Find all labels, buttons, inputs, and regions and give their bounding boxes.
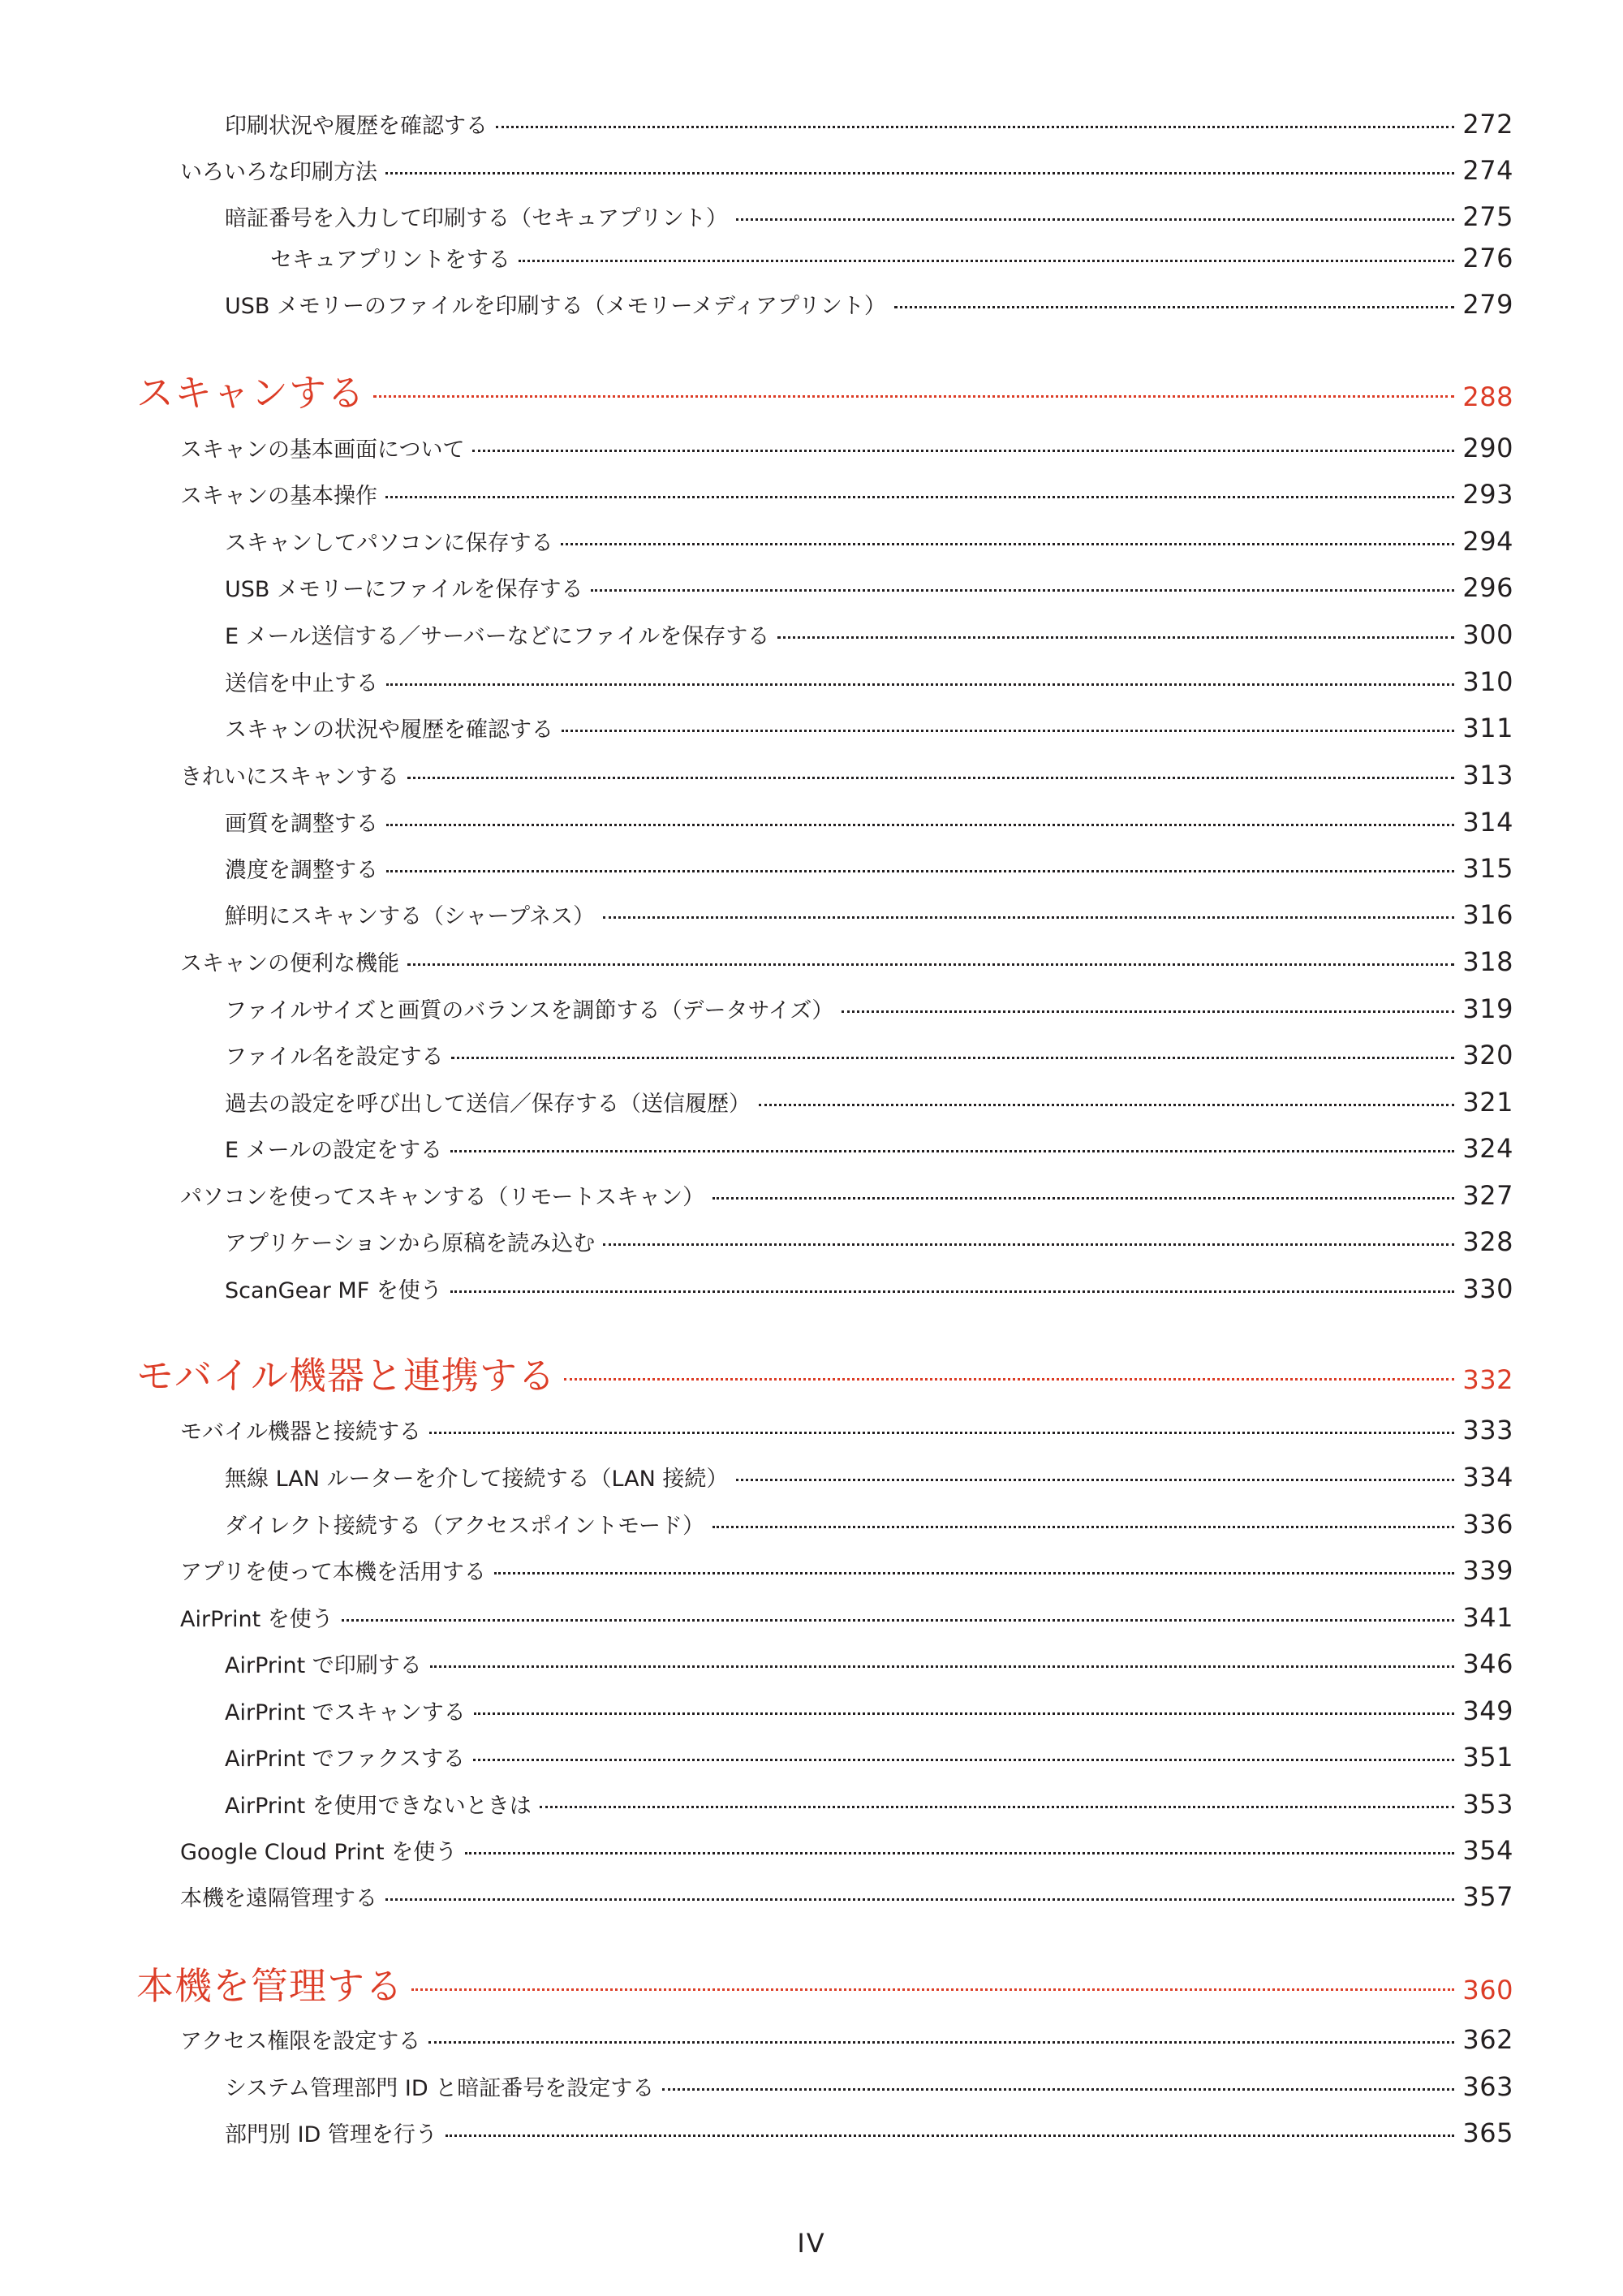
toc-page-number: 293 — [1462, 479, 1513, 510]
dot-leader — [386, 683, 1454, 686]
toc-entry-title: 本機を遠隔管理する — [180, 1886, 377, 1911]
dot-leader — [407, 963, 1454, 966]
toc-page-number: 330 — [1462, 1273, 1513, 1304]
toc-entry-title: スキャンの状況や履歴を確認する — [225, 717, 553, 743]
toc-entry-title: 過去の設定を呼び出して送信／保存する（送信履歴） — [225, 1092, 751, 1117]
toc-page-number: 315 — [1462, 853, 1513, 884]
toc-entry-title: AirPrint でスキャンする — [225, 1700, 466, 1725]
toc-entry-title: ファイル名を設定する — [225, 1045, 444, 1070]
toc-entry[interactable] — [225, 1226, 1513, 1266]
toc-page-number: 354 — [1462, 1835, 1513, 1866]
toc-page-number: 294 — [1462, 526, 1513, 557]
toc-page-number: 339 — [1462, 1555, 1513, 1586]
dot-leader — [603, 916, 1454, 919]
dot-leader — [386, 824, 1454, 826]
toc-page-number: 351 — [1462, 1742, 1513, 1773]
toc-page-number: 324 — [1462, 1133, 1513, 1164]
dot-leader — [603, 1243, 1454, 1246]
toc-entry-title: 本機を管理する — [136, 1964, 403, 2008]
dot-leader — [450, 1150, 1454, 1152]
dot-leader — [385, 172, 1454, 174]
toc-page-number: 310 — [1462, 666, 1513, 697]
toc-entry-title: 送信を中止する — [225, 671, 378, 696]
toc-entry-title: 印刷状況や履歴を確認する — [225, 114, 488, 139]
toc-page-number: 346 — [1462, 1648, 1513, 1679]
dot-leader — [564, 1378, 1454, 1381]
toc-page-number: 353 — [1462, 1789, 1513, 1820]
toc-entry-title: USB メモリーにファイルを保存する — [225, 577, 583, 602]
toc-page-number: 316 — [1462, 899, 1513, 930]
toc-chapter-entry[interactable] — [136, 1346, 1513, 1398]
toc-page-number: 274 — [1462, 155, 1513, 186]
toc-entry[interactable] — [225, 712, 1513, 752]
toc-entry-title: スキャンの基本画面について — [180, 437, 465, 463]
toc-entry-title: 画質を調整する — [225, 812, 378, 837]
dot-leader — [411, 1988, 1454, 1991]
toc-entry-title: いろいろな印刷方法 — [180, 160, 377, 185]
toc-entry[interactable] — [225, 806, 1513, 846]
toc-entry[interactable] — [225, 1788, 1513, 1829]
toc-entry-title: セキュアプリントをする — [270, 248, 510, 273]
toc-entry-title: USB メモリーのファイルを印刷する（メモリーメディアプリント） — [225, 294, 886, 319]
dot-leader — [342, 1619, 1455, 1622]
toc-entry-title: AirPrint で印刷する — [225, 1653, 422, 1678]
toc-entry[interactable] — [225, 1132, 1513, 1173]
dot-leader — [451, 1057, 1454, 1059]
toc-entry[interactable] — [225, 571, 1513, 612]
toc-page-number: 290 — [1462, 433, 1513, 463]
dot-leader — [662, 2088, 1454, 2091]
toc-entry-title: AirPrint でファクスする — [225, 1747, 465, 1772]
dot-leader — [562, 730, 1454, 732]
toc-entry-title: アプリを使って本機を活用する — [180, 1560, 486, 1585]
toc-page-number: 360 — [1462, 1975, 1513, 2005]
dot-leader — [842, 1010, 1454, 1013]
toc-entry-title: E メール送信する／サーバーなどにファイルを保存する — [225, 624, 770, 649]
toc-entry-title: AirPrint を使用できないときは — [225, 1794, 532, 1819]
dot-leader — [561, 543, 1454, 545]
dot-leader — [446, 2134, 1455, 2137]
dot-leader — [736, 218, 1455, 221]
toc-entry-title: アプリケーションから原稿を読み込む — [225, 1231, 596, 1256]
toc-page-number: 320 — [1462, 1040, 1513, 1070]
dot-leader — [430, 1665, 1455, 1668]
toc-entry[interactable] — [225, 2117, 1513, 2157]
toc-entry-title: モバイル機器と連携する — [136, 1354, 556, 1398]
toc-entry[interactable] — [225, 898, 1513, 939]
toc-entry[interactable] — [180, 1834, 1513, 1875]
dot-leader — [712, 1197, 1454, 1200]
dot-leader — [591, 589, 1454, 592]
toc-page-number: 321 — [1462, 1087, 1513, 1118]
toc-entry-title: ダイレクト接続する（アクセスポイントモード） — [225, 1514, 705, 1539]
toc-page-number: 288 — [1462, 381, 1513, 412]
dot-leader — [450, 1290, 1455, 1293]
dot-leader — [540, 1806, 1455, 1808]
toc-entry-title: Google Cloud Print を使う — [180, 1840, 458, 1865]
toc-entry-title: モバイル機器と接続する — [180, 1419, 421, 1445]
dot-leader — [407, 777, 1454, 779]
toc-entry-title: 鮮明にスキャンする（シャープネス） — [225, 904, 596, 929]
dot-leader — [429, 1432, 1454, 1434]
toc-page-number: 311 — [1462, 713, 1513, 743]
dot-leader — [519, 260, 1455, 262]
toc-entry-title: パソコンを使ってスキャンする（リモートスキャン） — [180, 1185, 705, 1210]
toc-page-number: 313 — [1462, 760, 1513, 790]
toc-entry[interactable] — [225, 618, 1513, 659]
dot-leader — [428, 2041, 1454, 2044]
toc-chapter-entry[interactable] — [136, 364, 1513, 416]
toc-entry-title: E メールの設定をする — [225, 1138, 443, 1163]
dot-leader — [494, 1572, 1455, 1574]
dot-leader — [777, 636, 1454, 639]
dot-leader — [472, 450, 1454, 452]
toc-entry[interactable] — [180, 1179, 1513, 1220]
toc-entry[interactable] — [225, 2070, 1513, 2111]
toc-entry[interactable] — [225, 852, 1513, 893]
dot-leader — [386, 870, 1454, 872]
toc-entry[interactable] — [225, 288, 1513, 329]
page-number: IV — [797, 2228, 826, 2259]
toc-entry-title: システム管理部門 ID と暗証番号を設定する — [225, 2076, 655, 2101]
toc-page-number: 276 — [1462, 243, 1513, 274]
dot-leader — [373, 395, 1454, 398]
dot-leader — [712, 1526, 1454, 1528]
toc-entry-title: スキャンの基本操作 — [180, 484, 377, 509]
toc-entry[interactable] — [180, 1554, 1513, 1595]
dot-leader — [465, 1852, 1454, 1854]
dot-leader — [385, 496, 1454, 498]
toc-entry[interactable] — [180, 759, 1513, 799]
toc-page-number: 272 — [1462, 109, 1513, 140]
toc-entry-title: 無線 LAN ルーターを介して接続する（LAN 接続） — [225, 1467, 729, 1492]
toc-entry[interactable] — [225, 1508, 1513, 1549]
toc-entry[interactable] — [180, 478, 1513, 519]
toc-page-number: 279 — [1462, 289, 1513, 320]
toc-page-number: 333 — [1462, 1415, 1513, 1445]
toc-entry-title: ファイルサイズと画質のバランスを調節する（データサイズ） — [225, 998, 834, 1023]
toc-entry-title: 暗証番号を入力して印刷する（セキュアプリント） — [225, 206, 728, 231]
toc-entry[interactable] — [225, 1741, 1513, 1781]
toc-entry[interactable] — [225, 1461, 1513, 1501]
toc-page-number: 349 — [1462, 1695, 1513, 1726]
toc-entry-title: 濃度を調整する — [225, 858, 378, 883]
toc-entry[interactable] — [270, 242, 1513, 282]
toc-entry[interactable] — [180, 1414, 1513, 1454]
toc-page-number: 363 — [1462, 2071, 1513, 2102]
toc-entry[interactable] — [225, 1086, 1513, 1126]
dot-leader — [496, 126, 1454, 128]
toc-entry-title: 部門別 ID 管理を行う — [225, 2122, 437, 2147]
toc-page-number: 357 — [1462, 1881, 1513, 1912]
toc-entry-title: ScanGear MF を使う — [225, 1278, 442, 1303]
toc-entry-title: スキャンしてパソコンに保存する — [225, 531, 553, 556]
toc-page-number: 319 — [1462, 993, 1513, 1024]
toc-chapter-entry[interactable] — [136, 1957, 1513, 2009]
toc-entry-title: アクセス権限を設定する — [180, 2029, 421, 2054]
toc-entry-title: スキャンの便利な機能 — [180, 951, 399, 976]
toc-entry[interactable] — [225, 200, 1513, 241]
toc-page-number: 275 — [1462, 201, 1513, 232]
toc-page-number: 327 — [1462, 1180, 1513, 1211]
toc-entry[interactable] — [180, 154, 1513, 195]
dot-leader — [473, 1759, 1454, 1761]
dot-leader — [385, 1898, 1454, 1901]
toc-page-number: 334 — [1462, 1462, 1513, 1493]
toc-page-number: 314 — [1462, 807, 1513, 838]
toc-entry[interactable] — [180, 432, 1513, 472]
toc-page-number: 318 — [1462, 946, 1513, 977]
toc-entry[interactable] — [225, 1039, 1513, 1079]
toc-page-number: 341 — [1462, 1602, 1513, 1633]
toc-page-number: 328 — [1462, 1226, 1513, 1257]
toc-entry[interactable] — [225, 666, 1513, 706]
dot-leader — [474, 1712, 1455, 1715]
dot-leader — [894, 306, 1455, 308]
toc-entry[interactable] — [180, 1880, 1513, 1921]
toc-entry[interactable] — [225, 1648, 1513, 1688]
toc-entry[interactable] — [225, 1273, 1513, 1313]
toc-page-number: 300 — [1462, 619, 1513, 650]
toc-entry[interactable] — [225, 525, 1513, 566]
toc-entry[interactable] — [225, 1695, 1513, 1735]
toc-entry[interactable] — [180, 1601, 1513, 1642]
toc-page-number: 336 — [1462, 1509, 1513, 1540]
toc-page-number: 296 — [1462, 572, 1513, 603]
toc-entry-title: きれいにスキャンする — [180, 765, 399, 790]
dot-leader — [736, 1479, 1454, 1481]
toc-entry[interactable] — [225, 108, 1513, 149]
toc-entry[interactable] — [225, 993, 1513, 1033]
toc-entry-title: AirPrint を使う — [180, 1607, 334, 1632]
toc-entry[interactable] — [180, 946, 1513, 986]
toc-page-number: 332 — [1462, 1364, 1513, 1395]
dot-leader — [759, 1104, 1454, 1106]
toc-page-number: 362 — [1462, 2024, 1513, 2055]
toc-entry-title: スキャンする — [136, 371, 365, 415]
toc-page-number: 365 — [1462, 2117, 1513, 2148]
toc-entry[interactable] — [180, 2023, 1513, 2064]
